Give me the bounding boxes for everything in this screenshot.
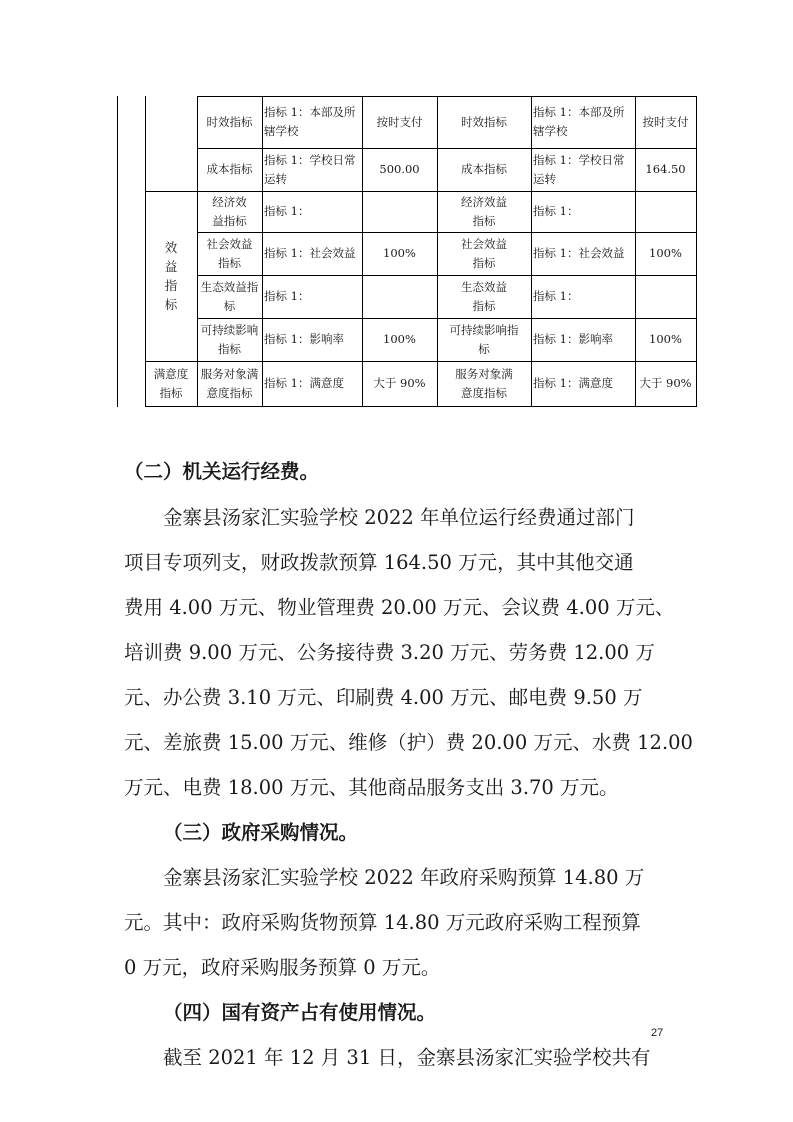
table-cell: 生态效益指标 [461,279,507,313]
satisfaction-indicator-group [145,361,197,406]
paragraph-line: 截至 2021 年 12 月 31 日，金寨县汤家汇实验学校共有 [163,1046,651,1069]
table-cell [362,191,437,232]
table-cell: 大于 90% [373,376,426,390]
table-cell: 100% [383,246,416,260]
table-cell: 经济效益指标 [461,194,507,228]
table-cell: 指标 1：学校日常运转 [264,152,356,186]
group-char: 效 [164,240,178,255]
table-cell: 指标 1：满意度 [533,376,613,390]
paragraph-line: 0 万元，政府采购服务预算 0 万元。 [124,956,441,979]
table-cell: 100% [649,332,682,346]
table-cell: 100% [649,246,682,260]
paragraph-line: 金寨县汤家汇实验学校 2022 年政府采购预算 14.80 万 [163,866,645,889]
table-cell: 成本指标 [461,162,507,176]
table-cell: 指标 1：本部及所辖学校 [264,105,356,138]
table-cell: 指标 1：社会效益 [264,246,356,260]
table-cell: 指标 1： [264,289,310,303]
group-char: 益 [164,259,178,274]
paragraph-line: 元、差旅费 15.00 万元、维修（护）费 20.00 万元、水费 12.00 [124,731,693,754]
table-cell: 指标 1：社会效益 [533,246,625,260]
page-number: 27 [651,1027,664,1039]
paragraph-line: 万元、电费 18.00 万元、其他商品服务支出 3.70 万元。 [124,776,619,799]
table-cell: 社会效益指标 [461,236,507,270]
table-cell: 指标 1：影响率 [264,332,344,346]
group-char: 标 [164,297,178,312]
table-cell [362,275,437,318]
table-cell: 时效指标 [461,114,507,129]
table-cell: 可持续影响指标 [200,322,259,356]
table-cell [635,191,696,232]
table-cell: 大于 90% [639,376,692,390]
table-cell: 可持续影响指标 [449,322,519,356]
table-cell: 时效指标 [206,114,253,129]
section-heading-operating-funds: （二）机关运行经费。 [124,460,320,483]
table-cell: 按时支付 [376,114,423,129]
group-char: 指 [164,278,178,293]
section-heading-state-assets: （四）国有资产占有使用情况。 [163,1001,437,1024]
paragraph-line: 元、办公费 3.10 万元、印刷费 4.00 万元、邮电费 9.50 万 [124,686,643,709]
table-cell: 指标 1： [264,204,310,218]
table-cell: 生态效益指标 [200,279,259,313]
paragraph-line: 费用 4.00 万元、物业管理费 20.00 万元、会议费 4.00 万元、 [124,596,675,619]
table-cell: 指标 1： [533,289,579,303]
table-cell: 指标 1：本部及所辖学校 [533,105,625,138]
table-cell: 按时支付 [642,114,689,129]
table-cell: 500.00 [379,162,420,176]
table-cell [635,275,696,318]
group-label: 满意度指标 [153,366,189,400]
table-cell: 服务对象满意度指标 [200,366,259,400]
table-cell: 指标 1：影响率 [533,332,613,346]
section-heading-procurement: （三）政府采购情况。 [163,821,359,844]
table-cell: 指标 1： [533,204,579,218]
table-cell: 指标 1：满意度 [264,376,344,390]
paragraph-line: 金寨县汤家汇实验学校 2022 年单位运行经费通过部门 [163,506,635,529]
benefit-indicator-group [145,191,197,361]
table-cell: 服务对象满意度指标 [455,366,513,400]
table-cell: 经济效益指标 [212,194,247,228]
performance-indicator-table [117,96,697,407]
table-cell: 社会效益指标 [206,236,253,270]
table-cell: 成本指标 [206,162,253,176]
table-cell: 164.50 [645,162,686,176]
paragraph-line: 项目专项列支，财政拨款预算 164.50 万元，其中其他交通 [124,551,634,574]
table-cell: 指标 1：学校日常运转 [533,152,625,186]
paragraph-line: 元。其中：政府采购货物预算 14.80 万元政府采购工程预算 [124,911,641,934]
table-cell: 100% [383,332,416,346]
paragraph-line: 培训费 9.00 万元、公务接待费 3.20 万元、劳务费 12.00 万 [124,641,655,664]
